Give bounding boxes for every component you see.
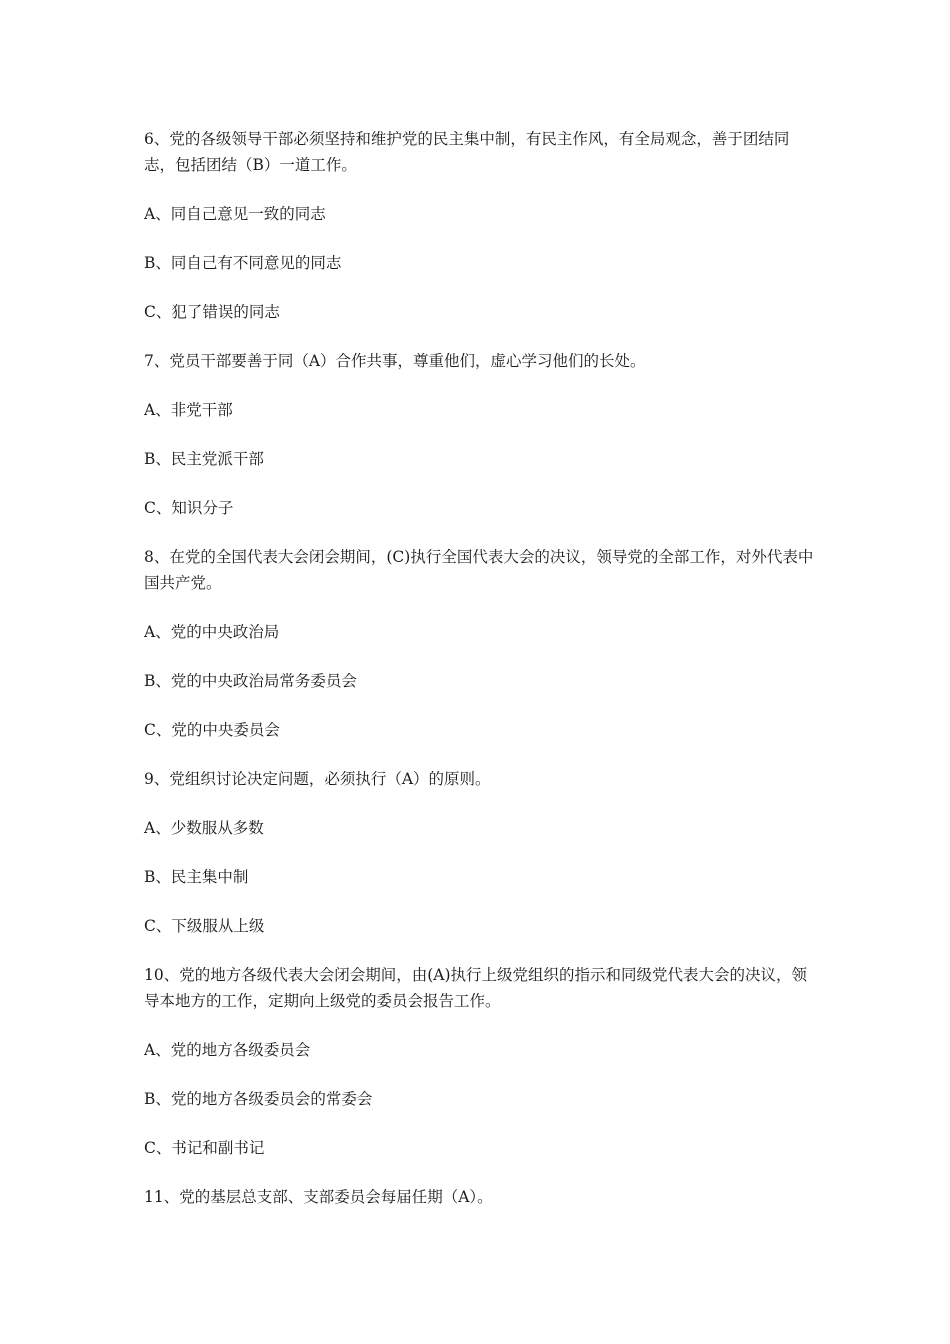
answer-option: A、非党干部 bbox=[144, 401, 233, 419]
question-block bbox=[144, 544, 816, 743]
answer-option: A、党的中央政治局 bbox=[144, 623, 280, 641]
answer-option: C、书记和副书记 bbox=[144, 1139, 265, 1157]
answer-option: B、党的地方各级委员会的常委会 bbox=[144, 1090, 373, 1108]
question-block bbox=[144, 126, 816, 325]
answer-option: C、下级服从上级 bbox=[144, 917, 265, 935]
question-block bbox=[144, 348, 816, 521]
answer-option: A、同自己意见一致的同志 bbox=[144, 205, 326, 223]
answer-option: C、犯了错误的同志 bbox=[144, 303, 280, 321]
answer-option: B、民主党派干部 bbox=[144, 450, 264, 468]
question-text: 6、党的各级领导干部必须坚持和维护党的民主集中制，有民主作风，有全局观念，善于团结同志，包括团结（B）一道工作。 bbox=[144, 130, 790, 174]
question-text: 7、党员干部要善于同（A）合作共事，尊重他们，虚心学习他们的长处。 bbox=[144, 352, 646, 370]
question-text: 8、在党的全国代表大会闭会期间，(C)执行全国代表大会的决议，领导党的全部工作，对外代表中国共产党。 bbox=[144, 548, 814, 592]
answer-option: B、党的中央政治局常务委员会 bbox=[144, 672, 357, 690]
answer-option: C、党的中央委员会 bbox=[144, 721, 280, 739]
answer-option: B、民主集中制 bbox=[144, 868, 249, 886]
document-page bbox=[144, 126, 816, 1233]
answer-option: B、同自己有不同意见的同志 bbox=[144, 254, 342, 272]
question-block bbox=[144, 1184, 816, 1210]
answer-option: A、党的地方各级委员会 bbox=[144, 1041, 311, 1059]
answer-option: A、少数服从多数 bbox=[144, 819, 264, 837]
question-block bbox=[144, 766, 816, 939]
question-text: 11、党的基层总支部、支部委员会每届任期（A）。 bbox=[144, 1188, 493, 1206]
question-block bbox=[144, 962, 816, 1161]
answer-option: C、知识分子 bbox=[144, 499, 234, 517]
question-text: 9、党组织讨论决定问题，必须执行（A）的原则。 bbox=[144, 770, 491, 788]
question-text: 10、党的地方各级代表大会闭会期间，由(A)执行上级党组织的指示和同级党代表大会的决议，领导本地方的工作，定期向上级党的委员会报告工作。 bbox=[144, 966, 808, 1010]
